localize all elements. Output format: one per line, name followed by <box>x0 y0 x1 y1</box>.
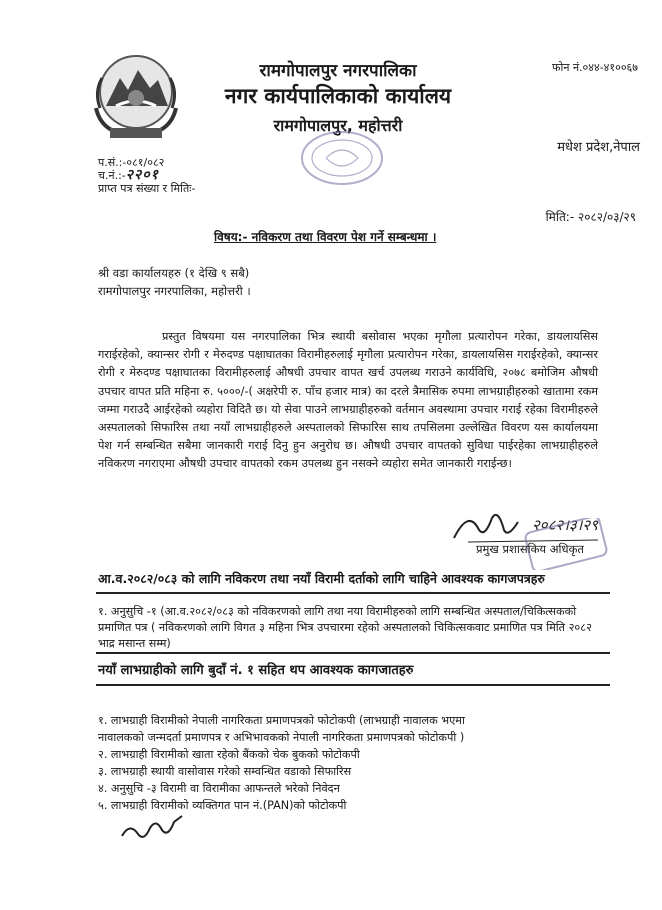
recipient-line-1: श्री वडा कार्यालयहरु (१ देखि ९ सबै) <box>98 266 250 280</box>
office-address: रामगोपालपुर, महोत्तरी <box>273 116 403 135</box>
section-divider <box>96 592 610 594</box>
list-item: नावालकको जन्मदर्ता प्रमाणपत्र र अभिभावकको नेपाली नागरिकता प्रमाणपत्रको फोटोकपी ) <box>98 731 465 744</box>
recipient-line-2: रामगोपालपुर नगरपालिका, महोत्तरी । <box>98 284 251 298</box>
office-seal-icon <box>296 128 388 188</box>
list-item: ३. लाभग्राही स्थायी वासोवास गरेको सम्वन्धित वडाको सिफारिस <box>98 765 352 778</box>
list-item: २. लाभग्राही विरामीको खाता रहेको बैंकको चेक बुकको फोटोकपी <box>98 748 360 761</box>
signature-date: २०८२।३।२९ <box>532 516 598 534</box>
section-divider <box>96 652 610 654</box>
letter-body: प्रस्तुत विषयमा यस नगरपालिका भित्र स्थायी बसोवास भएका मृगौला प्रत्यारोपन गरेका, डायलायसिस गराईरहेको, क्यान्सर रोगी र मेरुदण्ड पक्षाघातका विरामीहरुलाई मृगौला प्रत्यारोपन गरेका, डायलायसिस गराईरहेको, क्यान्सर रोगी र मेरुदण्ड पक्षाघातका विरामीहरुलाई औषधी उपचार वापत खर्च उपलब्ध गराउने कार्यविधि, २०७८ बमोजिम औषधी उपचार वापत प्रति महिना रु. ५०००/-( अक्षरेपी रु. पाँच हजार मात्र) का दरले त्रैमासिक रुपमा लाभग्राहीहरुको खातामा रकम जम्मा गराउदै आईरहेको व्यहोरा विदितै छ। यो सेवा पाउने लाभग्राहीहरुको वर्तमान अवस्थामा उपचार गराई रहेका विरामीहरुले अस्पतालको सिफारिस तथा नयाँ लाभग्राहीहरुले अस्पतालको सिफारिस साथ तपसिलमा उल्लेखित विवरण यस कार्यालयमा पेश गर्न सम्बन्धित सबैमा जानकारी गराई दिनु हुन अनुरोध छ। औषधी उपचार वापतको सुविधा पाईरहेका लाभग्राहीहरुले नविकरण नगराएमा औषधी उपचार वापतको रकम उपलब्ध हुन नसक्ने व्यहोरा समेत जानकारी गराईन्छ। <box>98 330 598 471</box>
letter-subject: विषय:- नविकरण तथा विवरण पेश गर्ने सम्बन्धमा । <box>214 230 437 244</box>
list-item: ५. लाभग्राही विरामीको व्यक्तिगत पान नं.(PAN)को फोटोकपी <box>98 799 347 812</box>
nepal-government-emblem-icon <box>86 48 186 144</box>
reference-block <box>98 156 195 195</box>
letter-date: मिति:- २०८२/०३/२९ <box>545 210 636 224</box>
section-renewal-item-1: १. अनुसुचि -१ (आ.व.२०८२/०८३ को नविकरणको लागि तथा नया विरामीहरुको लागि सम्बन्धित अस्पताल/चिकित्सकको प्रमाणित पत्र ( नविकरणको लागि विगत ३ महिना भित्र उपचारमा रहेको अस्पतालको चिकित्सकवाट प्रमाणित पत्र मिति २०८२ भाद्र मसान्त सम्म) <box>98 605 592 650</box>
office-name: नगर कार्यपालिकाको कार्यालय <box>224 84 452 108</box>
province-name: मधेश प्रदेश,नेपाल <box>557 140 640 155</box>
dispatch-number-label: च.नं.:- <box>98 169 126 182</box>
section-divider <box>96 684 610 686</box>
list-item: ४. अनुसुचि -३ विरामी वा विरामीका आफन्तले भरेको निवेदन <box>98 782 340 795</box>
officer-title: प्रमुख प्रशासकिय अधिकृत <box>476 542 584 556</box>
phone-number: फोन नं.०४४-४१००६७ <box>552 61 638 74</box>
dispatch-number-handwritten: २२०१ <box>125 167 159 183</box>
required-documents-list <box>98 712 608 814</box>
handwritten-initial-icon <box>116 808 196 848</box>
dispatch-number-row <box>98 169 195 182</box>
letter-number: प.सं.:-०८१/०८२ <box>98 156 165 169</box>
section-new-beneficiary-title: नयाँ लाभग्राहीको लागि बुदाँ नं. १ सहित थप आवश्यक कागजातहरु <box>98 663 414 678</box>
list-item: १. लाभग्राही विरामीको नेपाली नागरिकता प्रमाणपत्रको फोटोकपी (लाभग्राही नावालक भएमा <box>98 714 465 727</box>
recipient-block <box>98 264 251 300</box>
municipality-name: रामगोपालपुर नगरपालिका <box>259 61 417 81</box>
section-renewal-title: आ.व.२०८२/०८३ को लागि नविकरण तथा नयाँ विरामी दर्ताको लागि चाहिने आवश्यक कागजपत्रहरु <box>98 571 545 586</box>
received-letter-ref: प्राप्त पत्र संख्या र मितिः- <box>98 182 196 195</box>
